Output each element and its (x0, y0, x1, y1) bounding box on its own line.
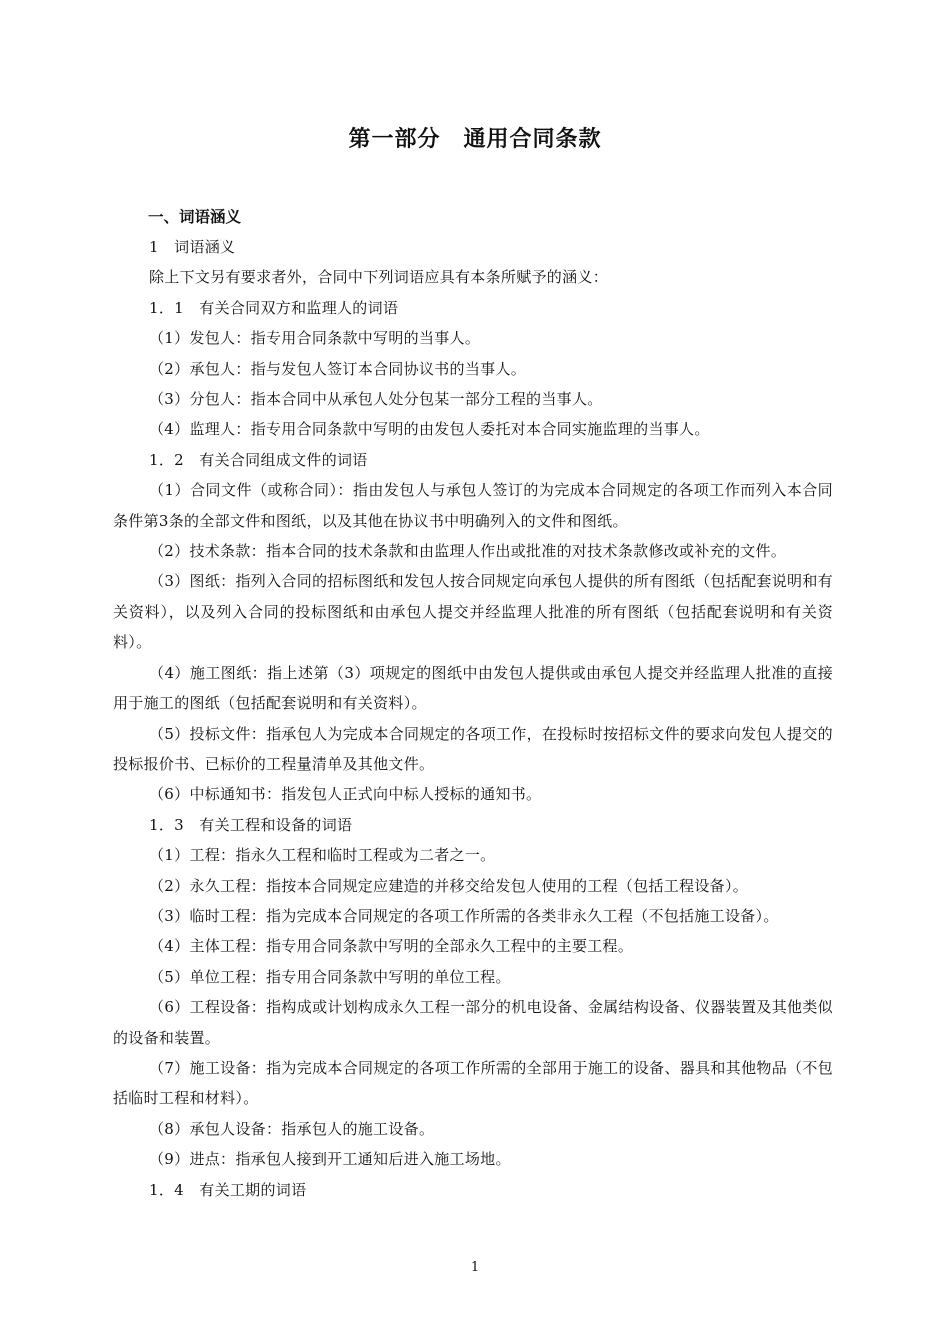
paragraph: 1 词语涵义 (149, 238, 236, 256)
paragraph: 1．1 有关合同双方和监理人的词语 (149, 298, 399, 317)
paragraph: （4）主体工程：指专用合同条款中写明的全部永久工程中的主要工程。 (149, 937, 634, 956)
paragraph: （3）图纸：指列入合同的招标图纸和发包人按合同规定向承包人提供的所有图纸（包括配套说明和有关资料），以及列入合同的投标图纸和由承包人提交并经监理人批准的所有图纸（包括配套说明和有关资料）。 (113, 572, 833, 652)
paragraph: （3）临时工程：指为完成本合同规定的各项工作所需的各类非永久工程（不包括施工设备）。 (149, 906, 779, 925)
paragraph: 除上下文另有要求者外，合同中下列词语应具有本条所赋予的涵义： (149, 268, 609, 287)
paragraph: （1）合同文件（或称合同）：指由发包人与承包人签订的为完成本合同规定的各项工作而列入本合同条件第3条的全部文件和图纸，以及其他在协议书中明确列入的文件和图纸。 (113, 481, 833, 530)
paragraph: （7）施工设备：指为完成本合同规定的各项工作所需的全部用于施工的设备、器具和其他物品（不包括临时工程和材料）。 (113, 1058, 833, 1108)
document-body (113, 232, 833, 1205)
paragraph: 1．2 有关合同组成文件的词语 (149, 450, 368, 469)
paragraph: 1．3 有关工程和设备的词语 (149, 815, 353, 834)
paragraph: （9）进点：指承包人接到开工通知后进入施工场地。 (149, 1150, 511, 1169)
paragraph: （1）发包人：指专用合同条款中写明的当事人。 (149, 329, 481, 348)
paragraph: （2）技术条款：指本合同的技术条款和由监理人作出或批准的对技术条款修改或补充的文件。 (149, 542, 787, 561)
paragraph: （8）承包人设备：指承包人的施工设备。 (149, 1119, 435, 1138)
paragraph: （5）投标文件：指承包人为完成本合同规定的各项工作，在投标时按招标文件的要求向发包人提交的投标报价书、已标价的工程量清单及其他文件。 (113, 724, 833, 773)
paragraph: （2）承包人：指与发包人签订本合同协议书的当事人。 (149, 359, 527, 378)
paragraph: （6）中标通知书：指发包人正式向中标人授标的通知书。 (149, 785, 542, 804)
paragraph: （5）单位工程：指专用合同条款中写明的单位工程。 (149, 967, 511, 986)
page-number: 1 (470, 1260, 480, 1275)
paragraph: （3）分包人：指本合同中从承包人处分包某一部分工程的当事人。 (149, 390, 603, 409)
paragraph: （4）监理人：指专用合同条款中写明的由发包人委托对本合同实施监理的当事人。 (149, 420, 710, 439)
paragraph: （6）工程设备：指构成或计划构成永久工程一部分的机电设备、金属结构设备、仪器装置及其他类似的设备和装置。 (113, 998, 833, 1047)
page-title: 第一部分 通用合同条款 (348, 127, 602, 152)
paragraph: （4）施工图纸：指上述第（3）项规定的图纸中由发包人提供或由承包人提交并经监理人批准的直接用于施工的图纸（包括配套说明和有关资料）。 (113, 663, 833, 713)
paragraph: 1．4 有关工期的词语 (149, 1180, 307, 1199)
paragraph: （1）工程：指永久工程和临时工程或为二者之一。 (149, 846, 496, 865)
section-heading: 一、词语涵义 (148, 208, 242, 226)
paragraph: （2）永久工程：指按本合同规定应建造的并移交给发包人使用的工程（包括工程设备）。 (149, 876, 749, 895)
